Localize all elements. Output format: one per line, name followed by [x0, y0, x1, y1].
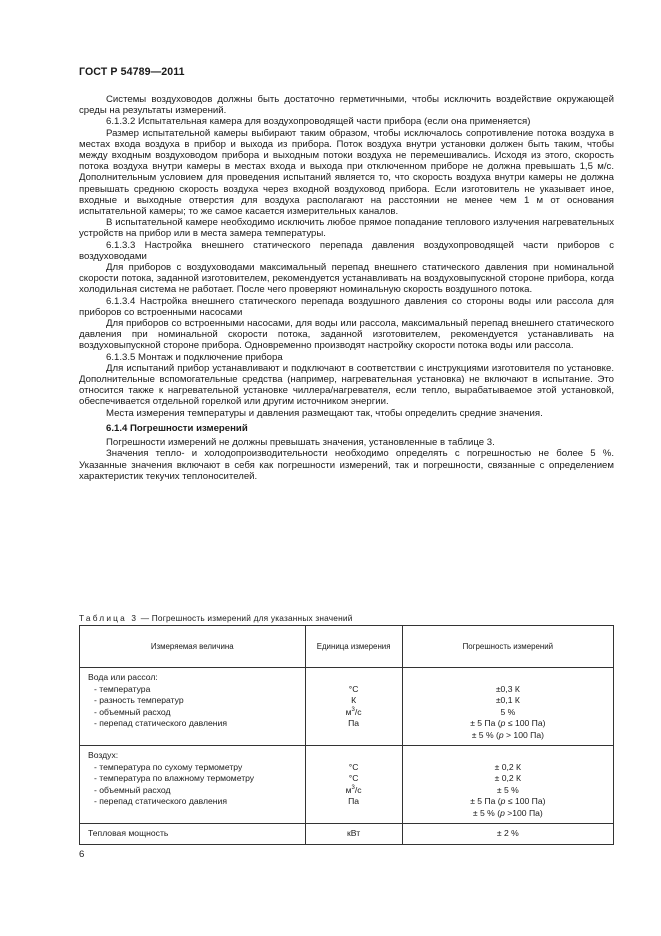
accuracy-value [403, 750, 613, 762]
clause-heading: 6.1.3.5 Монтаж и подключение прибора [106, 351, 283, 363]
accuracy-value: ± 0,2 К [494, 761, 522, 772]
clause-heading: 6.1.3.3 Настройка внешнего статического перепада давления воздухопроводящей части приборов с воздуховодами [79, 239, 614, 262]
quantity-item: - объемный расход [94, 706, 171, 717]
header-quantity: Измеряемая величина [80, 626, 306, 668]
quantity-cell [80, 746, 306, 824]
unit-value [306, 750, 402, 762]
table-caption-label: Таблица 3 [79, 613, 139, 623]
paragraph: Для испытаний прибор устанавливают и подключают в соответствии с инструкциями изготовителя по установке. Дополнительные вспомогательные средства (например, нагревательная установка) не включают в испытание. Это относится также к нагревательной установке чиллера/нагревателя, если тепло, вырабатываемое этой установкой, обеспечивается отдельной горелкой или другим источником энергии. [79, 362, 614, 408]
table-caption-text: — Погрешность измерений для указанных значений [138, 613, 353, 623]
quantity-group-label: Тепловая мощность [88, 828, 169, 838]
section-heading: 6.1.4 Погрешности измерений [106, 422, 248, 434]
unit-value: °С [348, 683, 359, 694]
accuracy-cell [402, 668, 613, 746]
body-text [79, 94, 614, 482]
table-row [80, 824, 614, 845]
quantity-item: - температура [94, 683, 151, 694]
measurement-accuracy-table [79, 625, 614, 845]
quantity-item: - температура по влажному термометру [94, 773, 255, 783]
accuracy-value: 5 % [500, 706, 516, 717]
accuracy-value: ± 5 % (р >100 Па) [472, 807, 543, 818]
unit-value: °С [348, 761, 359, 772]
quantity-item: - перепад статического давления [94, 718, 227, 728]
table-header-row [80, 626, 614, 668]
unit-value: °С [348, 773, 359, 783]
document-header: ГОСТ Р 54789—2011 [79, 66, 185, 78]
quantity-group-label: Воздух: [88, 750, 119, 760]
unit-value: Па [348, 796, 360, 806]
paragraph: Погрешности измерений не должны превышать значения, установленные в таблице 3. [106, 437, 495, 449]
quantity-group-label: Вода или рассол: [88, 672, 158, 682]
header-unit: Единица измерения [305, 626, 402, 668]
unit-value: кВт [347, 828, 361, 838]
quantity-item: - перепад статического давления [94, 796, 227, 806]
accuracy-value: ± 0,2 К [494, 773, 522, 783]
accuracy-cell [402, 824, 613, 845]
accuracy-value: ± 5 % [496, 784, 519, 795]
quantity-item: - разность температур [94, 695, 184, 705]
header-accuracy: Погрешность измерений [402, 626, 613, 668]
accuracy-cell [402, 746, 613, 824]
paragraph: Системы воздуховодов должны быть достаточно герметичными, чтобы исключить воздействие окружающей среды на результаты измерений. [79, 94, 614, 117]
accuracy-value: ±0,3 К [495, 683, 520, 694]
quantity-cell [80, 668, 306, 746]
paragraph: Для приборов со встроенными насосами, для воды или рассола, максимальный перепад внешнего статического давления при номинальной скорости потока, заданной изготовителем, рекомендуется устанавливать на воздуховыпускной стороне прибора. Одновременно производят настройку скорости потока воды или рассола. [79, 318, 614, 352]
table-caption [79, 613, 353, 623]
quantity-cell [80, 824, 306, 845]
paragraph: Значения тепло- и холодопроизводительности необходимо определять с погрешностью не более 5 %. Указанные значения включают в себя как погрешности измерений, так и погрешности, связанные с определением характеристик текучих теплоносителей. [79, 448, 614, 482]
paragraph: Размер испытательной камеры выбирают таким образом, чтобы исключалось сопротивление потока воздуха в местах входа воздуха в прибор и выхода из прибора. Поток воздуха внутри установки должен быть таким, чтобы между входным воздуховодом прибора и выходным потоки воздуха не перемешивались. Исходя из этого, скорость потока воздуха внутри камеры в местах входа и выхода при отключенном приборе не должна превышать 1,5 м/с. Дополнительным условием для проведения испытаний является то, что скорость воздуха внутри камеры не должна превышать среднюю скорость воздуха через входной воздуховод прибора. Если изготовитель не указывает иное, входные и выходные отверстия для воздуха располагают на расстоянии не менее чем 1 м от основания испытательной камеры; то же самое касается измерительных каналов. [79, 127, 614, 218]
page-number: 6 [79, 849, 85, 860]
paragraph: Места измерения температуры и давления размещают так, чтобы определить средние значения. [106, 407, 543, 419]
table-row [80, 668, 614, 746]
unit-cell [305, 824, 402, 845]
unit-value: $м^3/с$ [345, 784, 362, 795]
unit-value [306, 672, 402, 684]
accuracy-value [403, 672, 613, 684]
clause-heading: 6.1.3.4 Настройка внешнего статического перепада воздушного давления со стороны воды или рассола для приборов со встроенными насосами [79, 295, 614, 318]
paragraph: В испытательной камере необходимо исключить любое прямое попадание теплового излучения нагревательных устройств на прибор или в места замера температуры. [79, 217, 614, 240]
unit-value: К [351, 695, 357, 705]
clause-heading: 6.1.3.2 Испытательная камера для воздухопроводящей части прибора (если она применяется) [106, 116, 531, 128]
accuracy-value: ±0,1 К [495, 695, 520, 705]
quantity-item: - температура по сухому термометру [94, 761, 243, 772]
accuracy-value: ± 5 Па (р ≤ 100 Па) [470, 796, 546, 806]
unit-cell [305, 668, 402, 746]
table-row [80, 746, 614, 824]
unit-value: $м^3/с$ [345, 706, 362, 717]
quantity-item: - объемный расход [94, 784, 171, 795]
accuracy-value: ± 2 % [496, 828, 519, 838]
accuracy-value: ± 5 % (р > 100 Па) [471, 729, 544, 740]
accuracy-value: ± 5 Па (р ≤ 100 Па) [470, 718, 546, 728]
unit-value: Па [348, 718, 360, 728]
paragraph: Для приборов с воздуховодами максимальный перепад внешнего статического давления при номинальной скорости потока, заданной изготовителем, рекомендуется устанавливать на воздуховыпускной стороне прибора, когда холодильная система не работает. После чего проверяют номинальную скорость воздушного потока. [79, 262, 614, 296]
unit-cell [305, 746, 402, 824]
